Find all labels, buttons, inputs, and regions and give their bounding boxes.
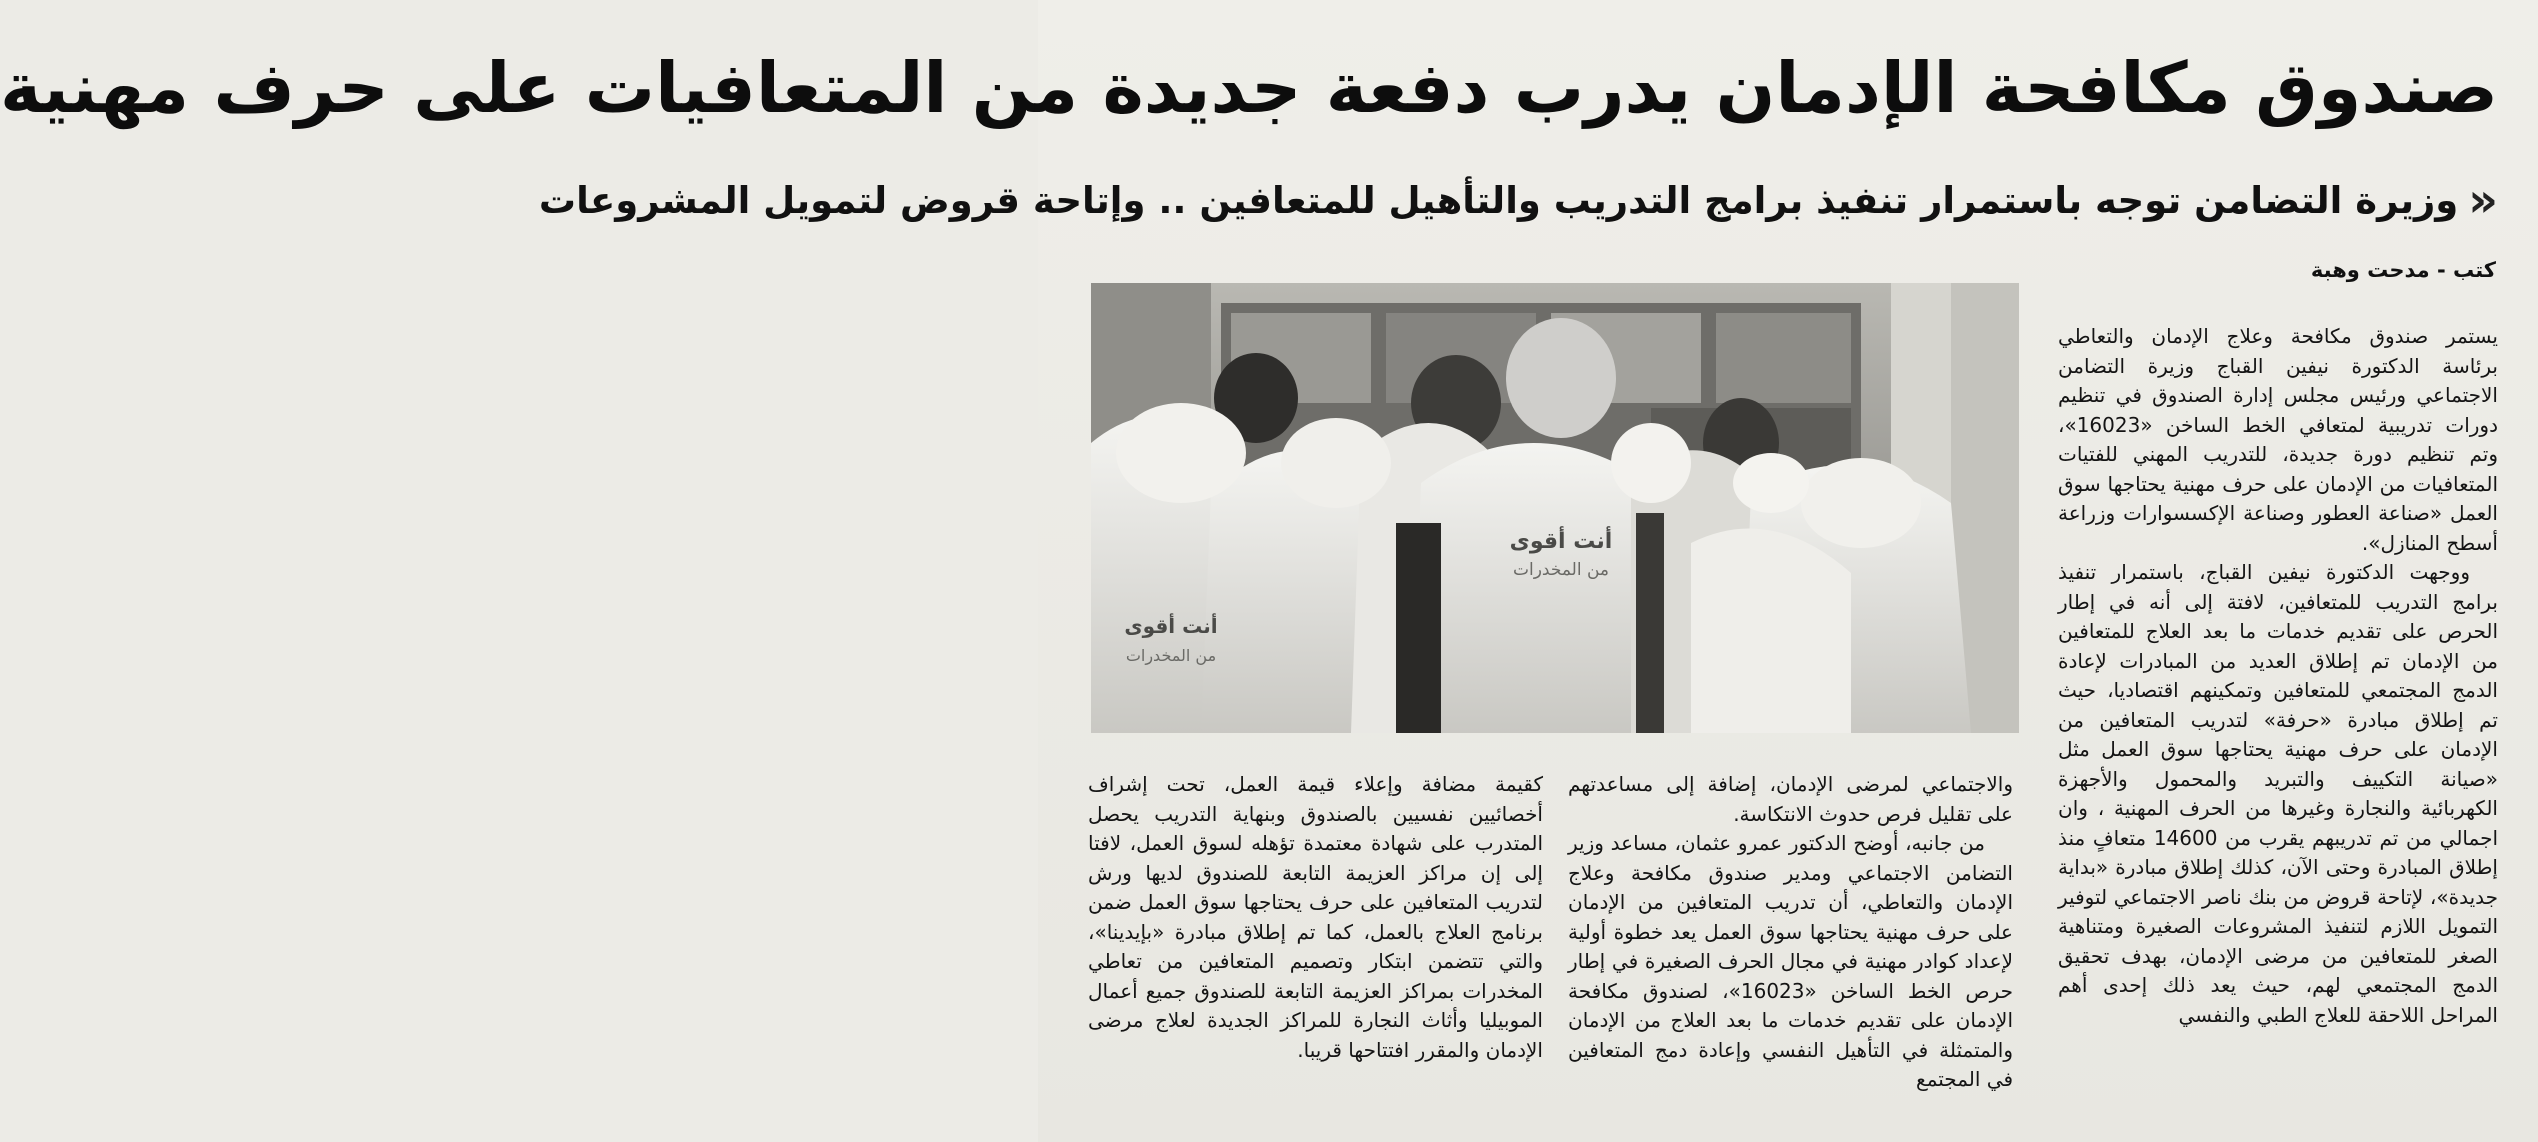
paragraph: والاجتماعي لمرضى الإدمان، إضافة إلى مساعدتهم على تقليل فرص حدوث الانتكاسة.	[1568, 772, 2013, 826]
photo-illustration	[1091, 283, 2019, 733]
vest-slogan-1: أنت أقوى	[1509, 529, 1613, 554]
vest-slogan-2: من المخدرات	[1512, 560, 1610, 580]
vest-slogan-4: من المخدرات	[1125, 646, 1217, 665]
subheadline-text: وزيرة التضامن توجه باستمرار تنفيذ برامج التدريب والتأهيل للمتعافين .. وإتاحة قروض لتمويل المشروعات	[538, 178, 2459, 222]
double-chevron-icon: «	[2468, 173, 2498, 227]
paragraph: يستمر صندوق مكافحة وعلاج الإدمان والتعاطي برئاسة الدكتورة نيفين القباج وزيرة التضامن الاجتماعي ورئيس مجلس إدارة الصندوق في تنظيم دورات تدريبية لمتعافي الخط الساخن «16023»، وتم تنظيم دورة جديدة، للتدريب المهني للفتيات المتعافيات من الإدمان على حرف مهنية يحتاجها سوق العمل «صناعة العطور وصناعة الإكسسوارات وزراعة أسطح المنازل».	[2058, 324, 2498, 555]
paragraph: من جانبه، أوضح الدكتور عمرو عثمان، مساعد وزير التضامن الاجتماعي ومدير صندوق مكافحة وعلاج الإدمان والتعاطي، أن تدريب المتعافين من الإدمان على حرف مهنية يحتاجها سوق العمل يعد خطوة أولية لإعداد كوادر مهنية في مجال الحرف الصغيرة في إطار حرص الخط الساخن «16023»، لصندوق مكافحة الإدمان على تقديم خدمات ما بعد العلاج من الإدمان والمتمثلة في التأهيل النفسي وإعادة دمج المتعافين في المجتمع	[1568, 831, 2013, 1091]
article-subheadline	[538, 165, 2498, 235]
article-column-right	[2058, 322, 2498, 1122]
article-column-left	[1088, 770, 1543, 1125]
article-column-middle	[1568, 770, 2013, 1125]
paragraph: ووجهت الدكتورة نيفين القباج، باستمرار تنفيذ برامج التدريب للمتعافين، لافتة إلى أنه في إطار الحرص على تقديم خدمات ما بعد العلاج للمتعافين من الإدمان تم إطلاق العديد من المبادرات لإعادة الدمج المجتمعي للمتعافين وتمكينهم اقتصاديا، حيث تم إطلاق مبادرة «حرفة» لتدريب المتعافين من الإدمان على حرف مهنية يحتاجها سوق العمل مثل «صيانة التكييف والتبريد والمحمول والأجهزة الكهربائية والنجارة وغيرها من الحرف المهنية ، وان اجمالي من تم تدريبهم يقرب من 14600 متعافٍ منذ إطلاق المبادرة وحتى الآن، كذلك إطلاق مبادرة «بداية جديدة»، لإتاحة قروض من بنك ناصر الاجتماعي لتوفير التمويل اللازم لتنفيذ المشروعات الصغيرة ومتناهية الصغر للمتعافين من مرضى الإدمان، بهدف تحقيق الدمج المجتمعي لهم، حيث يعد ذلك إحدى أهم المراحل اللاحقة للعلاج الطبي والنفسي	[2058, 560, 2498, 1027]
article-byline: كتب - مدحت وهبة	[2310, 258, 2496, 282]
vest-slogan-3: أنت أقوى	[1124, 614, 1218, 638]
paragraph: كقيمة مضافة وإعلاء قيمة العمل، تحت إشراف أخصائيين نفسيين بالصندوق وبنهاية التدريب يحصل المتدرب على شهادة معتمدة تؤهله لسوق العمل، لافتا إلى إن مراكز العزيمة التابعة للصندوق لديها ورش لتدريب المتعافين على حرف يحتاجها سوق العمل ضمن برنامج العلاج بالعمل، كما تم إطلاق مبادرة «بإيدينا»، والتي تتضمن ابتكار وتصميم المتعافين من تعاطي المخدرات بمراكز العزيمة التابعة للصندوق جميع أعمال الموبيليا وأثاث النجارة للمراكز الجديدة لعلاج مرضى الإدمان والمقرر افتتاحها قريبا.	[1088, 772, 1543, 1062]
article-headline: صندوق مكافحة الإدمان يدرب دفعة جديدة من المتعافيات على حرف مهنية	[0, 47, 2498, 129]
article-photo	[1091, 283, 2019, 733]
